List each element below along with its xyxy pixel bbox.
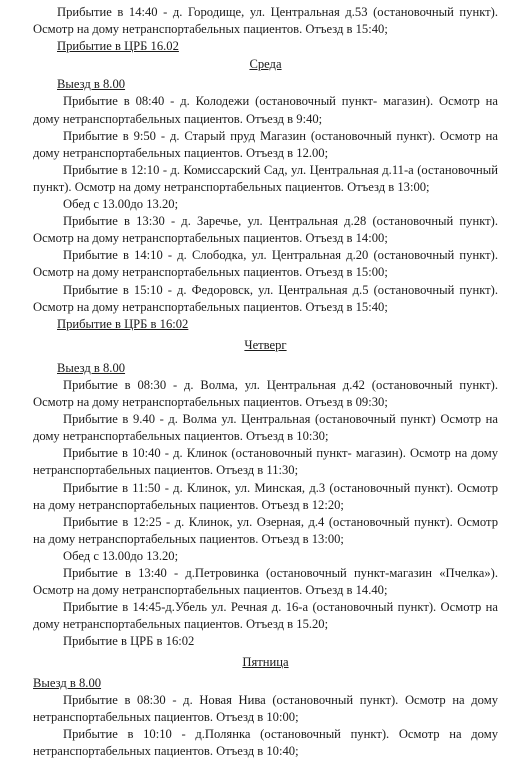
visit-paragraph: Прибытие в 12:10 - д. Комиссарский Сад, ул. Центральная д.11-а (остановочный пункт). Осмотр на дому нетранспортабельных пациентов. Отъезд в 13:00; xyxy=(33,162,498,194)
visit-paragraph: Прибытие в 14:45-д.Убель ул. Речная д. 16-а (остановочный пункт). Осмотр на дому нетранспортабельных пациентов. Отъезд в 15.20; xyxy=(33,600,498,632)
visit-paragraph: Прибытие в 14:40 - д. Городище, ул. Центральная д.53 (остановочный пункт). Осмотр на дому нетранспортабельных пациентов. Отъезд в 15:40; xyxy=(33,5,498,37)
return-line: Прибытие в ЦРБ в 16:02 xyxy=(63,634,195,649)
lunch-line: Обед с 13.00до 13.20; xyxy=(63,548,179,563)
return-line: Прибытие в ЦРБ в 16:02 xyxy=(57,316,189,331)
day-heading-wednesday: Среда xyxy=(249,57,282,72)
visit-paragraph: Прибытие в 9.40 - д. Волма ул. Центральная (остановочный пункт) Осмотр на дому нетранспортабельных пациентов. Отъезд в 10:30; xyxy=(33,412,498,444)
visit-paragraph: Прибытие в 11:50 - д. Клинок, ул. Минская, д.3 (остановочный пункт). Осмотр на дому нетранспортабельных пациентов. Отъезд в 12:20; xyxy=(33,480,498,512)
visit-paragraph: Прибытие в 13:40 - д.Петровинка (остановочный пункт-магазин «Пчелка»). Осмотр на дому нетранспортабельных пациентов. Отъезд в 14.40; xyxy=(33,566,498,598)
visit-paragraph: Прибытие в 08:30 - д. Волма, ул. Центральная д.42 (остановочный пункт). Осмотр на дому нетранспортабельных пациентов. Отъезд в 09:30; xyxy=(33,377,498,410)
return-line: Прибытие в ЦРБ 16.02 xyxy=(57,39,179,54)
departure-line: Выезд в 8.00 xyxy=(57,360,126,375)
visit-paragraph: Прибытие в 08:40 - д. Колодежи (остановочный пункт- магазин). Осмотр на дому нетранспортабельных пациентов. Отъезд в 9:40; xyxy=(33,94,498,126)
visit-paragraph: Прибытие в 10:10 - д.Полянка (остановочный пункт). Осмотр на дому нетранспортабельных пациентов. Отъезд в 10:40; xyxy=(33,726,498,758)
visit-paragraph: Прибытие в 12:25 - д. Клинок, ул. Озерная, д.4 (остановочный пункт). Осмотр на дому нетранспортабельных пациентов. Отъезд в 13:00; xyxy=(33,514,498,546)
day-heading-friday: Пятница xyxy=(242,655,289,670)
visit-paragraph: Прибытие в 14:10 - д. Слободка, ул. Центральная д.20 (остановочный пункт). Осмотр на дому нетранспортабельных пациентов. Отъезд в 15:00; xyxy=(33,248,498,280)
visit-paragraph: Прибытие в 9:50 - д. Старый пруд Магазин (остановочный пункт). Осмотр на дому нетранспортабельных пациентов. Отъезд в 12.00; xyxy=(33,128,498,160)
day-heading-thursday: Четверг xyxy=(244,337,287,352)
visit-paragraph: Прибытие в 10:40 - д. Клинок (остановочный пункт- магазин). Осмотр на дому нетранспортабельных пациентов. Отъезд в 11:30; xyxy=(33,446,498,478)
visit-paragraph: Прибытие в 13:30 - д. Заречье, ул. Центральная д.28 (остановочный пункт). Осмотр на дому нетранспортабельных пациентов. Отъезд в 14:00; xyxy=(33,214,498,246)
visit-paragraph: Прибытие в 08:30 - д. Новая Нива (остановочный пункт). Осмотр на дому нетранспортабельных пациентов. Отъезд в 10:00; xyxy=(33,692,498,724)
departure-line: Выезд в 8.00 xyxy=(33,675,102,690)
visit-paragraph: Прибытие в 15:10 - д. Федоровск, ул. Центральная д.5 (остановочный пункт). Осмотр на дому нетранспортабельных пациентов. Отъезд в 15:40; xyxy=(33,282,498,314)
departure-line: Выезд в 8.00 xyxy=(57,77,126,92)
lunch-line: Обед с 13.00до 13.20; xyxy=(63,197,179,212)
